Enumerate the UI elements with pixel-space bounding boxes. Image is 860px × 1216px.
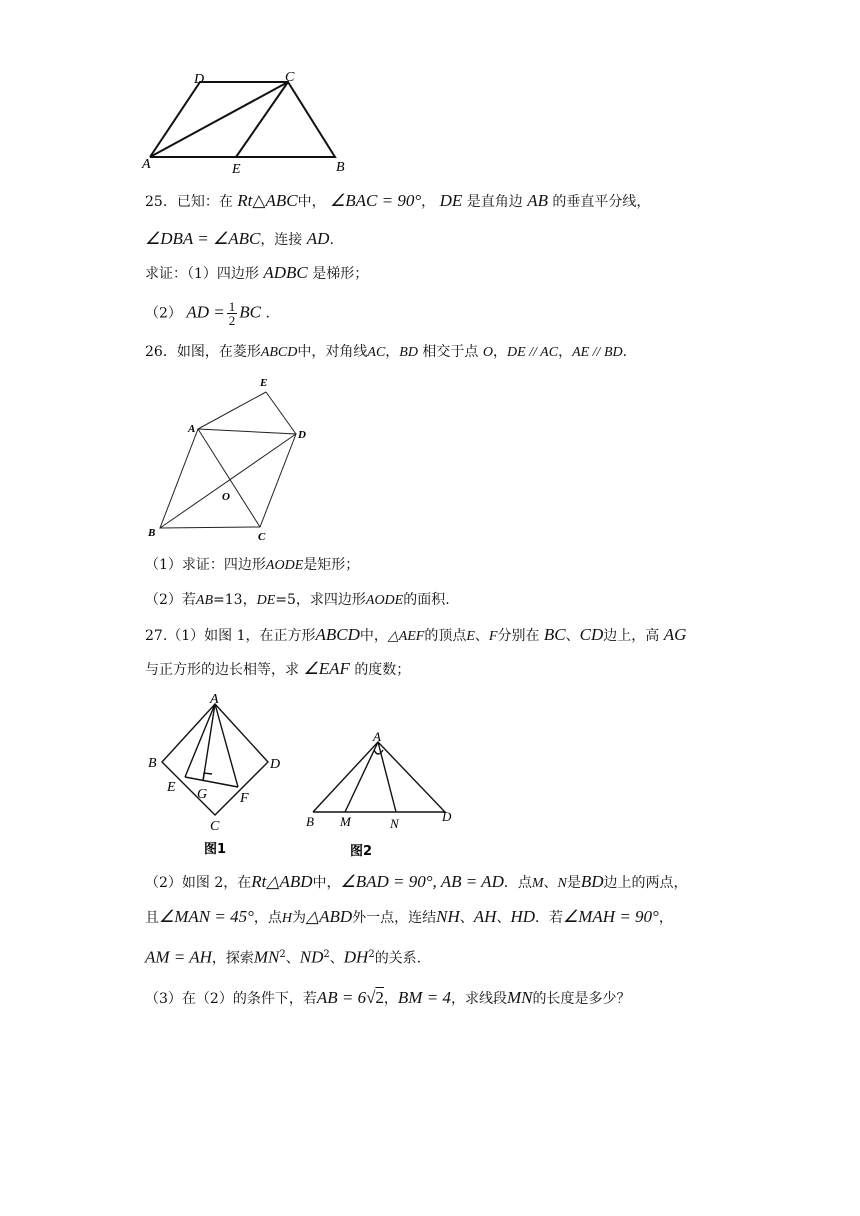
figure-1-square <box>140 692 300 862</box>
label-D: D <box>194 72 205 87</box>
fig1-caption: 图1 <box>204 842 227 857</box>
label-B: B <box>148 527 156 539</box>
label-E: E <box>260 377 268 389</box>
q26-line3: （2）若AB=13，DE=5，求四边形AODE的面积. <box>145 592 450 608</box>
q27-line3: （2）如图 2，在Rt△ABD中，∠BAD = 90°, AB = AD．点M、N是BD边上的两点， <box>145 872 688 891</box>
label-B: B <box>306 814 314 829</box>
q27-line1: 27.（1）如图 1，在正方形ABCD中，△AEF的顶点E、F分别在 BC、CD边上，高 AG <box>145 625 687 644</box>
label-C: C <box>258 531 266 542</box>
q25-line3: 求证：（1）四边形 ADBC 是梯形； <box>145 263 369 282</box>
figure-rhombus <box>140 372 320 542</box>
label-D: D <box>270 757 281 772</box>
label-B: B <box>148 756 157 771</box>
label-F: F <box>240 791 249 806</box>
q26-line2: （1）求证：四边形AODE是矩形； <box>145 557 360 573</box>
q27-line4: 且∠MAN = 45°，点H为△ABD外一点，连结NH、AH、HD．若∠MAH = 90°， <box>145 907 673 926</box>
q26-line1: 26．如图，在菱形ABCD中，对角线AC，BD 相交于点 O，DE // AC，AE // BD. <box>145 344 628 360</box>
label-B: B <box>336 160 345 175</box>
label-E: E <box>167 780 176 795</box>
q25-line4: （2） AD = $\frac{1}{2}$ BC . <box>145 299 270 328</box>
label-A: A <box>373 729 381 744</box>
q25-line2: ∠DBA = ∠ABC，连接 AD. <box>145 229 334 248</box>
q27-line6: （3）在（2）的条件下，若AB = 6√2，BM = 4，求线段MN的长度是多少？ <box>145 988 631 1007</box>
label-D: D <box>442 809 452 824</box>
label-N: N <box>390 816 399 831</box>
label-G: G <box>197 787 208 802</box>
q27-line5: AM = AH，探索$MN^2$、$ND^2$、$DH^2$的关系. <box>145 947 422 967</box>
q27-line2: 与正方形的边长相等，求 ∠EAF 的度数； <box>145 659 411 678</box>
label-C: C <box>285 70 295 85</box>
label-M: M <box>340 814 351 829</box>
fig2-caption: 图2 <box>350 844 373 859</box>
fraction-one-half: $\frac{1}{2}$ <box>228 299 236 328</box>
label-O: O <box>222 491 230 503</box>
label-A: A <box>210 692 219 707</box>
figure-trapezoid <box>140 65 360 180</box>
label-A: A <box>188 423 196 435</box>
label-A: A <box>142 157 151 172</box>
label-D: D <box>298 429 306 441</box>
q25-line1: 25．已知：在 Rt△ABC中， ∠BAC = 90°， DE 是直角边 AB 的垂直平分线， <box>145 191 651 210</box>
figure-2-triangle <box>300 728 460 862</box>
label-E: E <box>232 162 241 177</box>
label-C: C <box>210 819 220 834</box>
